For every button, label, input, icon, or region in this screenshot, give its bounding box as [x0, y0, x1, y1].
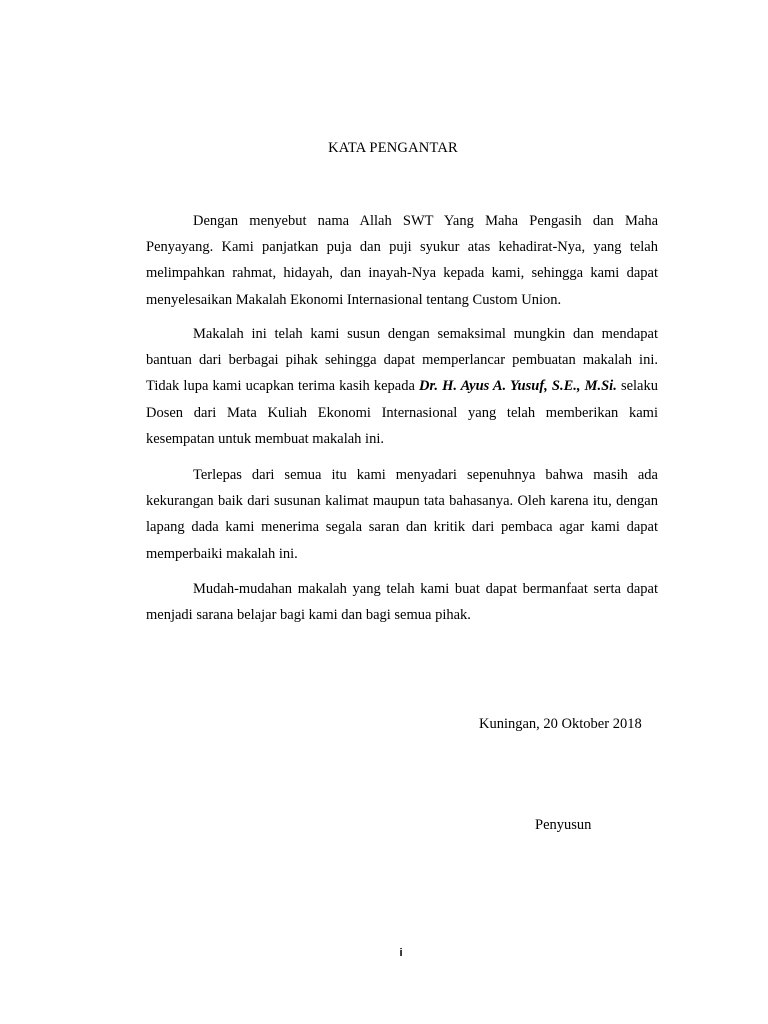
paragraph-3-text: Terlepas dari semua itu kami menyadari sepenuhnya bahwa masih ada kekurangan baik dari susunan kalimat maupun tata bahasanya. Oleh karena itu, dengan lapang dada kami menerima segala saran dan kritik dari pembaca agar kami dapat memperbaiki makalah ini.: [146, 467, 658, 562]
paragraph-1-text: Dengan menyebut nama Allah SWT Yang Maha Pengasih dan Maha Penyayang. Kami panjatkan puja dan puji syukur atas kehadirat-Nya, yang telah melimpahkan rahmat, hidayah, dan inayah-Nya kepada kami, sehingga kami dapat menyelesaikan Makalah Ekonomi Internasional tentang Custom Union.: [146, 213, 658, 308]
paragraph-2-text: [146, 321, 658, 452]
paragraph-2-intro: Makalah ini telah kami susun dengan semaksimal mungkin dan mendapat bantuan dari berbagai pihak sehingga dapat memperlancar pembuatan makalah ini. Tidak lupa kami ucapkan terima kasih kepada: [146, 326, 658, 395]
paragraph-2: [146, 321, 658, 452]
lecturer-name: Dr. H. Ayus A. Yusuf, S.E., M.Si.: [419, 378, 617, 395]
signer-label: Penyusun: [535, 817, 592, 833]
paragraph-3: [146, 462, 658, 567]
paragraph-4-text: Mudah-mudahan makalah yang telah kami buat dapat bermanfaat serta dapat menjadi sarana belajar bagi kami dan bagi semua pihak.: [146, 581, 658, 624]
paragraph-4: [146, 576, 658, 628]
paragraph-2-outro: selaku Dosen dari Mata Kuliah Ekonomi Internasional yang telah memberikan kami kesempatan untuk membuat makalah ini.: [146, 378, 658, 447]
page-title: KATA PENGANTAR: [328, 140, 458, 156]
place-date: Kuningan, 20 Oktober 2018: [479, 716, 642, 732]
page-number: i: [399, 947, 403, 959]
paragraph-1: [146, 208, 658, 313]
